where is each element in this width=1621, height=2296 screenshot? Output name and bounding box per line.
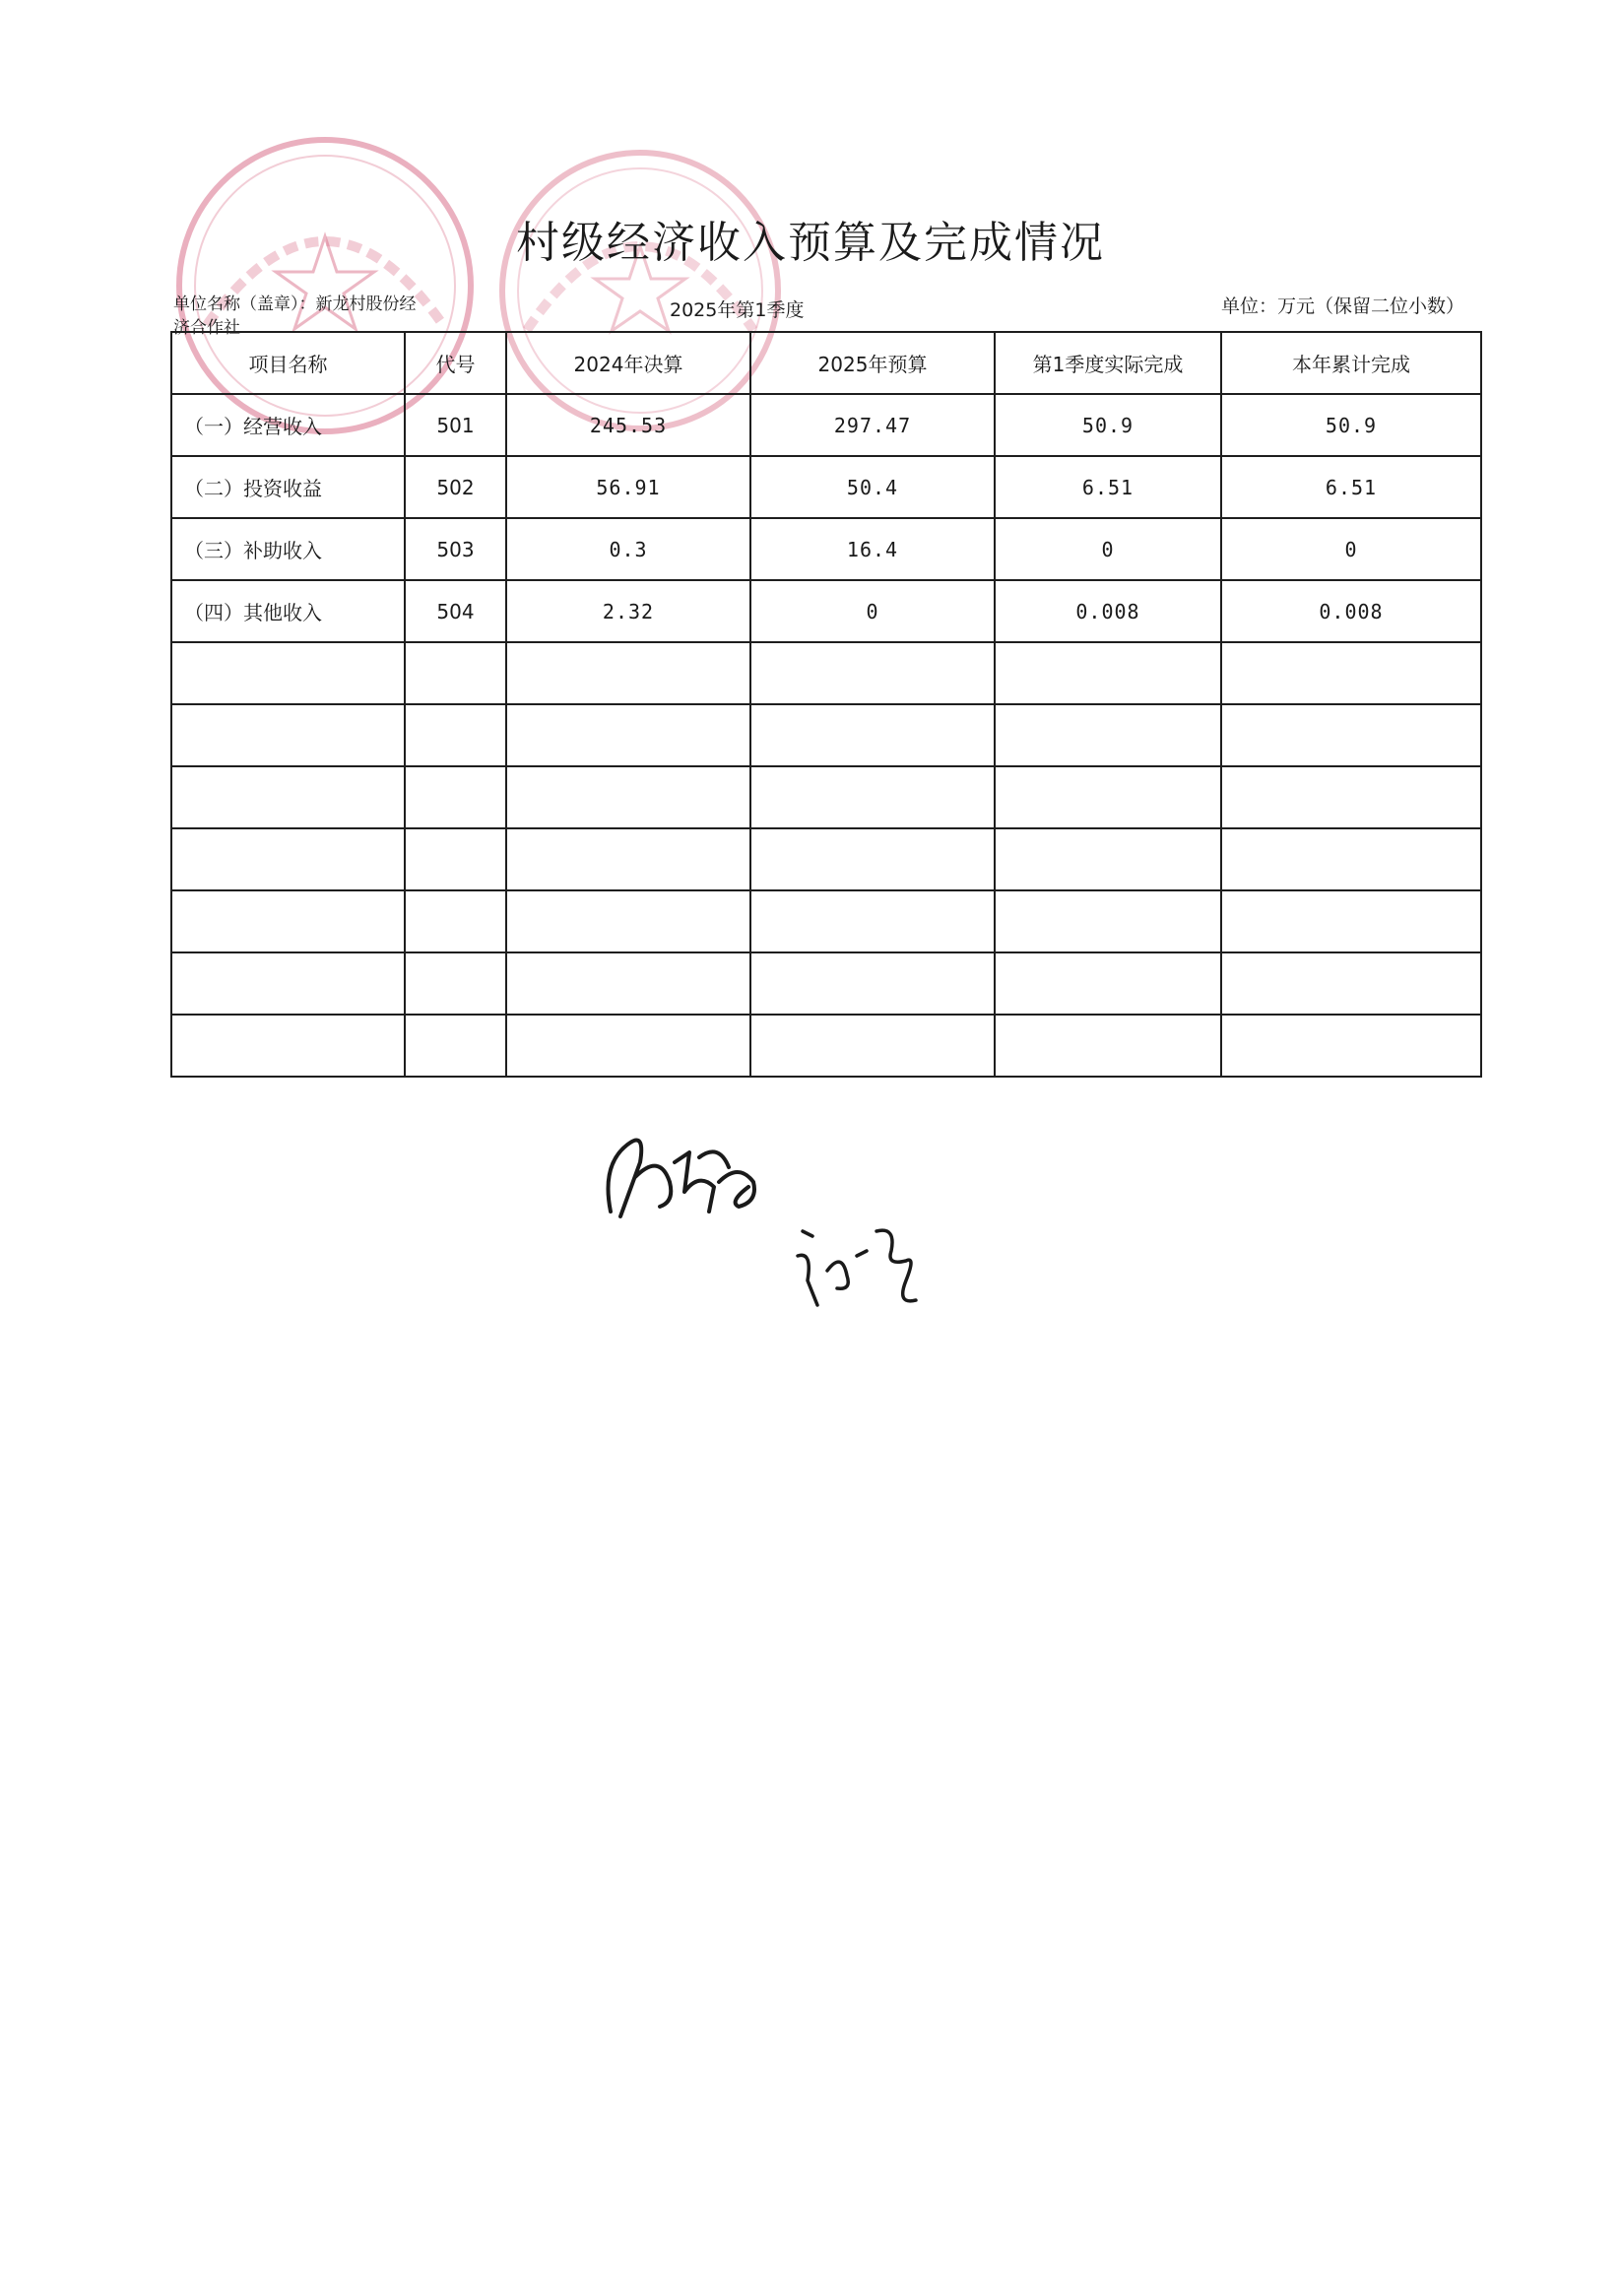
cell-ytd: 6.51 [1221, 456, 1481, 518]
empty-cell [1221, 828, 1481, 890]
cell-code: 504 [405, 580, 506, 642]
table-row-empty [171, 642, 1481, 704]
empty-cell [171, 890, 405, 952]
empty-cell [1221, 642, 1481, 704]
empty-cell [405, 828, 506, 890]
cell-item-name: （四）其他收入 [171, 580, 405, 642]
cell-item-name: （二）投资收益 [171, 456, 405, 518]
table-row-empty [171, 890, 1481, 952]
cell-final-2024: 0.3 [506, 518, 750, 580]
header-item-name: 项目名称 [171, 332, 405, 394]
empty-rows-group [171, 642, 1481, 1077]
cell-q1-actual: 6.51 [995, 456, 1221, 518]
signature-1 [591, 1123, 778, 1231]
table-row [171, 518, 1481, 580]
empty-cell [750, 890, 995, 952]
cell-final-2024: 56.91 [506, 456, 750, 518]
empty-cell [995, 704, 1221, 766]
signature-2 [788, 1212, 936, 1320]
page-title: 村级经济收入预算及完成情况 [516, 218, 1105, 268]
empty-cell [171, 952, 405, 1015]
cell-q1-actual: 50.9 [995, 394, 1221, 456]
empty-cell [995, 766, 1221, 828]
empty-cell [995, 642, 1221, 704]
table-row [171, 456, 1481, 518]
cell-q1-actual: 0.008 [995, 580, 1221, 642]
unit-name-label: 单位名称（盖章）：新龙村股份经济合作社 [173, 295, 417, 338]
empty-cell [405, 1015, 506, 1077]
empty-cell [995, 1015, 1221, 1077]
empty-cell [405, 890, 506, 952]
empty-cell [405, 952, 506, 1015]
header-ytd: 本年累计完成 [1221, 332, 1481, 394]
income-budget-table [170, 331, 1482, 1078]
empty-cell [171, 766, 405, 828]
table-row [171, 394, 1481, 456]
table-row-empty [171, 704, 1481, 766]
empty-cell [171, 704, 405, 766]
empty-cell [171, 642, 405, 704]
header-code: 代号 [405, 332, 506, 394]
empty-cell [995, 828, 1221, 890]
empty-cell [506, 704, 750, 766]
empty-cell [405, 704, 506, 766]
empty-cell [506, 890, 750, 952]
empty-cell [506, 828, 750, 890]
cell-budget-2025: 16.4 [750, 518, 995, 580]
cell-code: 501 [405, 394, 506, 456]
cell-budget-2025: 50.4 [750, 456, 995, 518]
table-row-empty [171, 952, 1481, 1015]
cell-budget-2025: 0 [750, 580, 995, 642]
cell-budget-2025: 297.47 [750, 394, 995, 456]
cell-q1-actual: 0 [995, 518, 1221, 580]
empty-cell [405, 766, 506, 828]
empty-cell [750, 828, 995, 890]
empty-cell [171, 828, 405, 890]
cell-ytd: 50.9 [1221, 394, 1481, 456]
empty-cell [750, 642, 995, 704]
cell-ytd: 0 [1221, 518, 1481, 580]
cell-item-name: （三）补助收入 [171, 518, 405, 580]
period-label: 2025年第1季度 [670, 299, 805, 321]
empty-cell [1221, 1015, 1481, 1077]
empty-cell [750, 952, 995, 1015]
cell-code: 502 [405, 456, 506, 518]
empty-cell [750, 1015, 995, 1077]
header-budget-2025: 2025年预算 [750, 332, 995, 394]
header-final-2024: 2024年决算 [506, 332, 750, 394]
table-row-empty [171, 1015, 1481, 1077]
empty-cell [1221, 704, 1481, 766]
empty-cell [1221, 766, 1481, 828]
empty-cell [405, 642, 506, 704]
empty-cell [750, 704, 995, 766]
cell-final-2024: 245.53 [506, 394, 750, 456]
empty-cell [506, 952, 750, 1015]
cell-final-2024: 2.32 [506, 580, 750, 642]
empty-cell [995, 952, 1221, 1015]
cell-code: 503 [405, 518, 506, 580]
header-q1-actual: 第1季度实际完成 [995, 332, 1221, 394]
empty-cell [506, 1015, 750, 1077]
unit-note: 单位：万元（保留二位小数） [1221, 295, 1465, 317]
cell-item-name: （一）经营收入 [171, 394, 405, 456]
empty-cell [506, 642, 750, 704]
empty-cell [995, 890, 1221, 952]
table-row [171, 580, 1481, 642]
table-header-row [171, 332, 1481, 394]
table-row-empty [171, 766, 1481, 828]
empty-cell [750, 766, 995, 828]
empty-cell [1221, 952, 1481, 1015]
empty-cell [171, 1015, 405, 1077]
empty-cell [1221, 890, 1481, 952]
table-row-empty [171, 828, 1481, 890]
cell-ytd: 0.008 [1221, 580, 1481, 642]
empty-cell [506, 766, 750, 828]
